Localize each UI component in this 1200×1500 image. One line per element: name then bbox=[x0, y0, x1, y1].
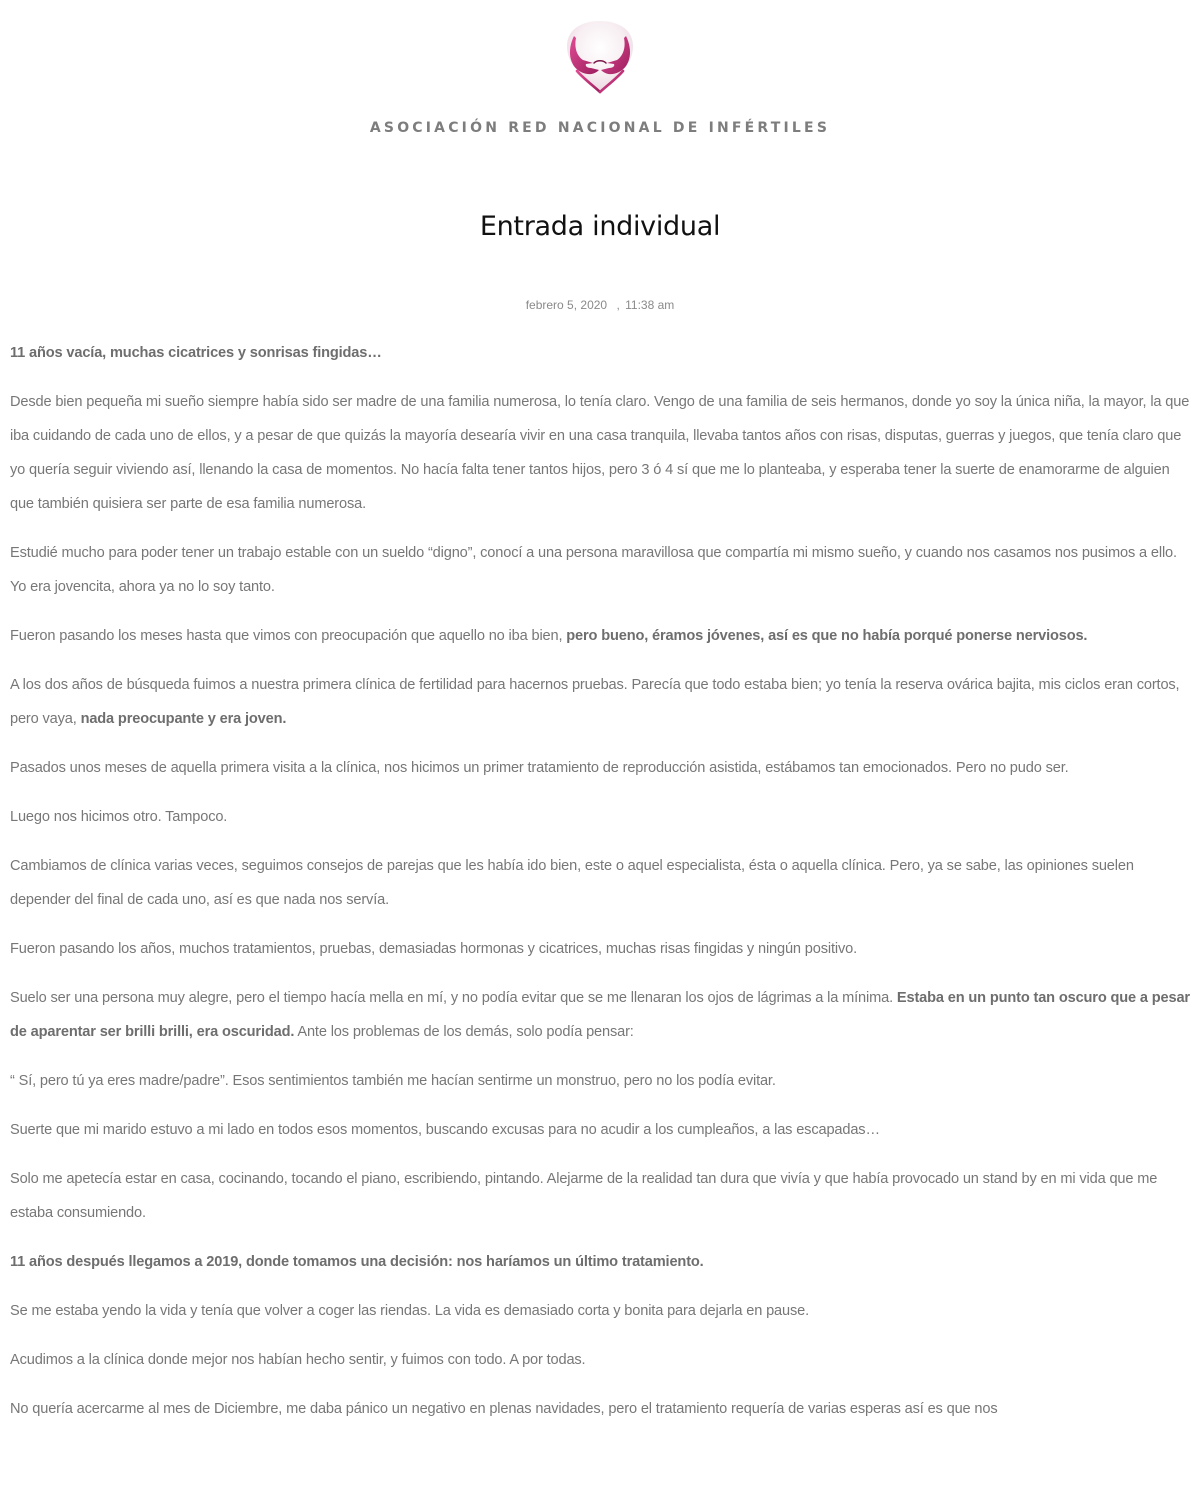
post-time: 11:38 am bbox=[625, 298, 675, 312]
post-paragraph bbox=[10, 1245, 1192, 1279]
bold-text: pero bueno, éramos jóvenes, así es que no había porqué ponerse nerviosos. bbox=[566, 628, 1088, 644]
post-paragraph bbox=[10, 336, 1192, 370]
post-content bbox=[10, 336, 1192, 1441]
post-meta bbox=[0, 298, 1200, 312]
post-paragraph bbox=[10, 800, 1192, 834]
post-paragraph bbox=[10, 932, 1192, 966]
post-paragraph bbox=[10, 981, 1192, 1049]
site-header bbox=[0, 0, 1200, 150]
post-paragraph bbox=[10, 751, 1192, 785]
post-paragraph bbox=[10, 1113, 1192, 1147]
post-paragraph bbox=[10, 1064, 1192, 1098]
meta-separator: , bbox=[616, 298, 620, 312]
post-paragraph bbox=[10, 619, 1192, 653]
paragraph-text: Suelo ser una persona muy alegre, pero el tiempo hacía mella en mí, y no podía evitar que se me llenaran los ojos de lágrimas a la mínima. bbox=[10, 990, 897, 1006]
paragraph-text: Fueron pasando los meses hasta que vimos con preocupación que aquello no iba bien, bbox=[10, 628, 567, 644]
paragraph-text: Suerte que mi marido estuvo a mi lado en todos esos momentos, buscando excusas para no acudir a los cumpleaños, a las escapadas… bbox=[10, 1122, 880, 1138]
post-paragraph bbox=[10, 536, 1192, 604]
paragraph-text: Cambiamos de clínica varias veces, seguimos consejos de parejas que les había ido bien, este o aquel especialista, ésta o aquella clínica. Pero, ya se sabe, las opiniones suelen depender del final de cada uno, así es que nada nos servía. bbox=[10, 858, 1134, 908]
bold-text: nada preocupante y era joven. bbox=[80, 711, 287, 727]
bold-text: Estaba en un punto tan oscuro que a pesar de aparentar ser brilli brilli, era oscuridad. bbox=[10, 990, 1190, 1040]
paragraph-text: Solo me apetecía estar en casa, cocinando, tocando el piano, escribiendo, pintando. Alejarme de la realidad tan dura que vivía y que había provocado un stand by en mi vida que me estaba consumiendo. bbox=[10, 1171, 1158, 1221]
paragraph-text: Acudimos a la clínica donde mejor nos habían hecho sentir, y fuimos con todo. A por todas. bbox=[10, 1352, 586, 1368]
post-paragraph bbox=[10, 1294, 1192, 1328]
post-paragraph bbox=[10, 1343, 1192, 1377]
paragraph-text: No quería acercarme al mes de Diciembre, me daba pánico un negativo en plenas navidades, pero el tratamiento requería de varias esperas así es que nos bbox=[10, 1401, 998, 1417]
paragraph-text: A los dos años de búsqueda fuimos a nuestra primera clínica de fertilidad para hacernos pruebas. Parecía que todo estaba bien; yo tenía la reserva ovárica bajita, mis ciclos eran cortos, pero vaya, bbox=[10, 677, 1180, 727]
paragraph-text: Ante los problemas de los demás, solo podía pensar: bbox=[294, 1024, 634, 1040]
paragraph-text: Fueron pasando los años, muchos tratamientos, pruebas, demasiadas hormonas y cicatrices, muchas risas fingidas y ningún positivo. bbox=[10, 941, 857, 957]
post-paragraph bbox=[10, 1392, 1192, 1426]
post-paragraph bbox=[10, 385, 1192, 521]
paragraph-text: Desde bien pequeña mi sueño siempre había sido ser madre de una familia numerosa, lo tenía claro. Vengo de una familia de seis hermanos, donde yo soy la única niña, la mayor, la que iba cuidando de cada uno de ellos, y a pesar de que quizás la mayoría desearía vivir en una casa tranquila, llevaba tantos años con risas, disputas, guerras y juegos, que tenía claro que yo quería seguir viviendo así, llenando la casa de momentos. No hacía falta tener tantos hijos, pero 3 ó 4 sí que me lo planteaba, y esperaba tener la suerte de enamorarme de alguien que también quisiera ser parte de esa familia numerosa. bbox=[10, 394, 1190, 512]
post-paragraph bbox=[10, 668, 1192, 736]
bold-text: 11 años después llegamos a 2019, donde tomamos una decisión: nos haríamos un último tratamiento. bbox=[10, 1254, 704, 1270]
post-paragraph bbox=[10, 849, 1192, 917]
paragraph-text: “ Sí, pero tú ya eres madre/padre”. Esos sentimientos también me hacían sentirme un monstruo, pero no los podía evitar. bbox=[10, 1073, 776, 1089]
post-paragraph bbox=[10, 1162, 1192, 1230]
page-title: Entrada individual bbox=[479, 211, 721, 242]
paragraph-text: Estudié mucho para poder tener un trabajo estable con un sueldo “digno”, conocí a una persona maravillosa que compartía mi mismo sueño, y cuando nos casamos nos pusimos a ello. Yo era jovencita, ahora ya no lo soy tanto. bbox=[10, 545, 1177, 595]
paragraph-text: Luego nos hicimos otro. Tampoco. bbox=[10, 809, 228, 825]
post-date[interactable]: febrero 5, 2020 bbox=[525, 298, 608, 312]
paragraph-text: Pasados unos meses de aquella primera visita a la clínica, nos hicimos un primer tratamiento de reproducción asistida, estábamos tan emocionados. Pero no pudo ser. bbox=[10, 760, 1069, 776]
site-name-link[interactable]: ASOCIACIÓN RED NACIONAL DE INFÉRTILES bbox=[369, 120, 831, 136]
bold-text: 11 años vacía, muchas cicatrices y sonrisas fingidas… bbox=[10, 345, 382, 361]
heart-hands-logo-icon[interactable] bbox=[561, 16, 639, 96]
paragraph-text: Se me estaba yendo la vida y tenía que volver a coger las riendas. La vida es demasiado corta y bonita para dejarla en pause. bbox=[10, 1303, 810, 1319]
